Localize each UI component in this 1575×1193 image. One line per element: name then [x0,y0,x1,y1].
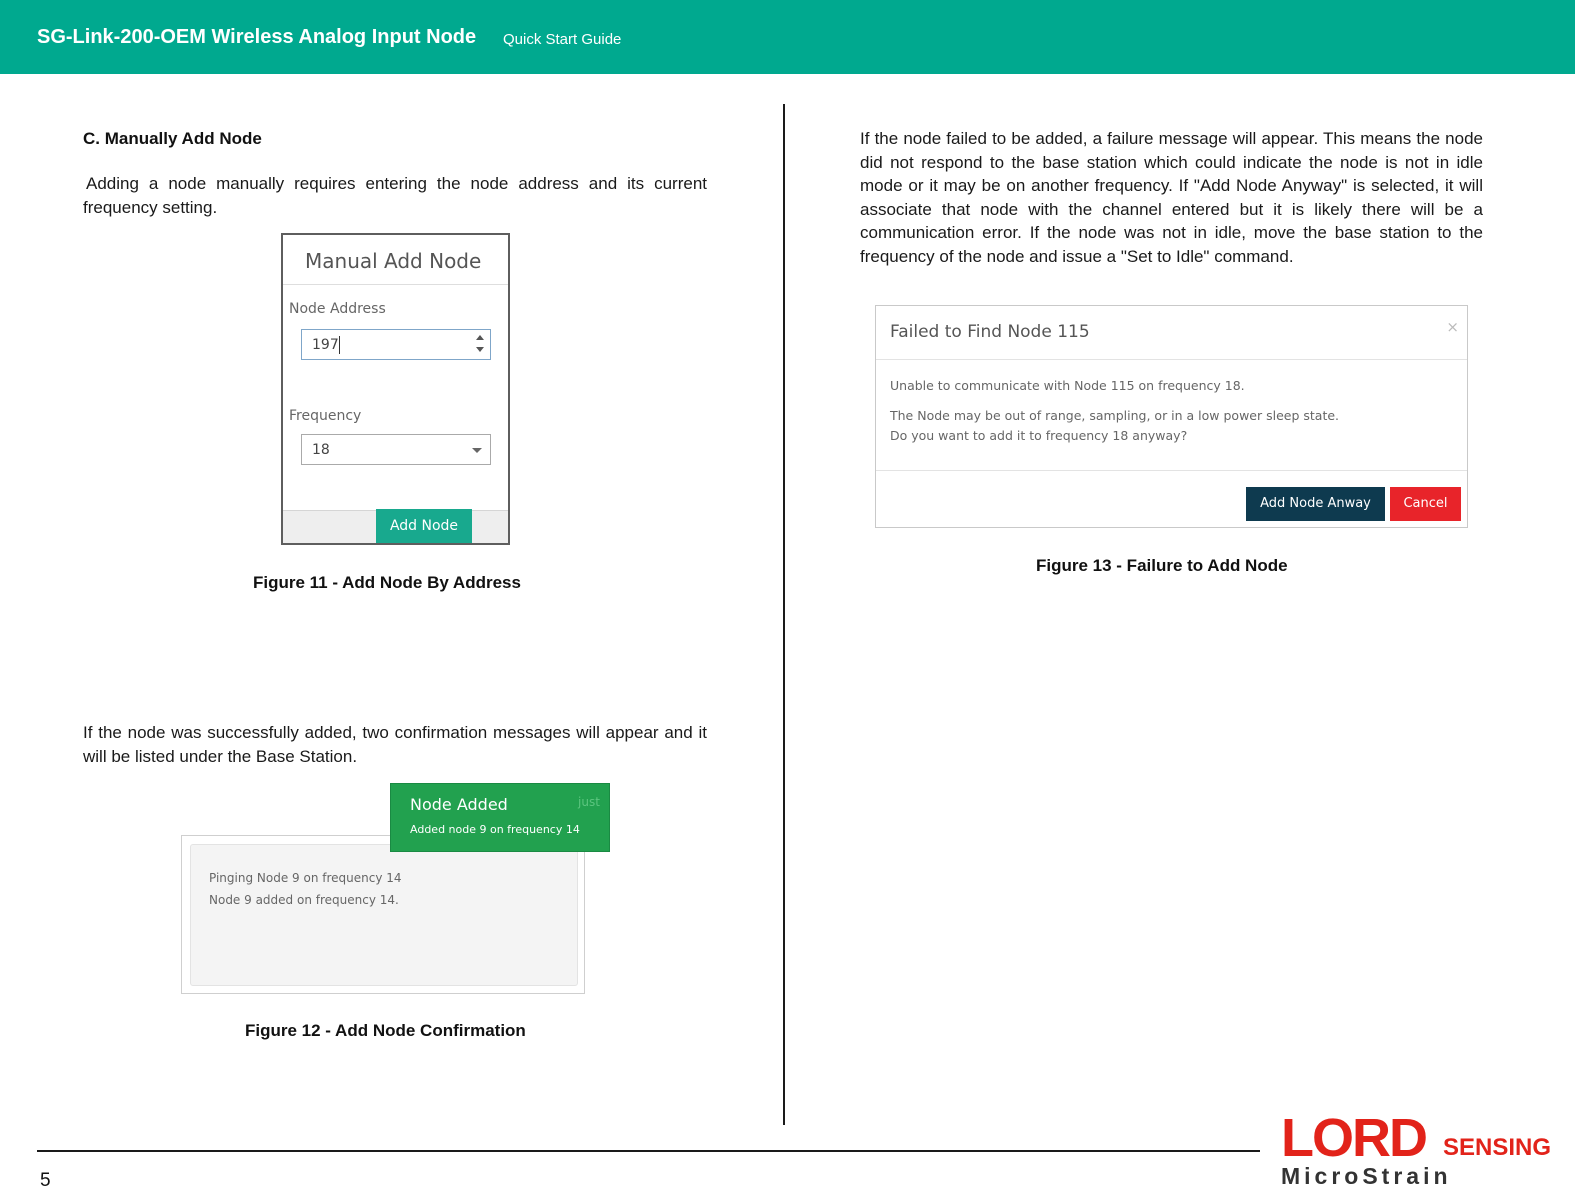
toast-timestamp: just [578,795,600,809]
activity-log-panel [181,835,585,994]
success-paragraph: If the node was successfully added, two confirmation messages will appear and it will be listed under the Base Station. [83,723,707,766]
failed-to-find-node-dialog [875,305,1468,528]
dialog-message: Unable to communicate with Node 115 on frequency 18. [890,378,1245,393]
section-heading: C. Manually Add Node [83,129,262,148]
page-number: 5 [40,1170,51,1191]
cancel-button[interactable]: Cancel [1390,487,1461,521]
log-line: Pinging Node 9 on frequency 14 [209,871,402,885]
manual-add-node-dialog [281,233,510,545]
logo-sensing: SENSING [1443,1134,1552,1161]
node-address-value: 197 [312,337,339,353]
frequency-value: 18 [312,442,330,458]
close-icon[interactable]: × [1446,318,1459,336]
document-subtitle: Quick Start Guide [503,31,622,48]
node-address-input[interactable] [301,329,491,360]
dialog-message: Do you want to add it to frequency 18 anyway? [890,428,1188,443]
dialog-title: Manual Add Node [305,249,482,273]
column-divider [783,104,785,1125]
dialog-divider [876,470,1467,471]
frequency-select[interactable] [301,434,491,465]
intro-paragraph: Adding a node manually requires entering the node address and its current frequency setting. [83,174,707,217]
logo-lord: LORD [1281,1108,1426,1168]
add-node-button[interactable]: Add Node [376,509,472,543]
node-added-toast[interactable] [390,783,610,852]
add-node-anyway-button[interactable]: Add Node Anway [1246,487,1385,521]
figure-11-caption: Figure 11 - Add Node By Address [253,573,521,592]
frequency-label: Frequency [289,408,362,424]
chevron-down-icon [472,448,482,453]
figure-12-caption: Figure 12 - Add Node Confirmation [245,1021,526,1040]
toast-title: Node Added [410,795,508,814]
lord-sensing-logo [1281,1108,1552,1190]
log-well [190,844,578,986]
number-spinner-icon[interactable] [473,333,487,356]
toast-message: Added node 9 on frequency 14 [410,823,580,836]
text-caret [339,336,340,354]
dialog-divider [283,284,508,285]
node-address-label: Node Address [289,301,386,317]
spinner-down-icon[interactable] [476,347,484,352]
figure-13-caption: Figure 13 - Failure to Add Node [1036,556,1288,575]
dialog-divider [876,359,1467,360]
log-line: Node 9 added on frequency 14. [209,893,399,907]
dialog-title: Failed to Find Node 115 [890,322,1090,342]
document-title: SG-Link-200-OEM Wireless Analog Input Node [37,26,477,48]
dialog-message: The Node may be out of range, sampling, or in a low power sleep state. [890,408,1340,423]
failure-paragraph: If the node failed to be added, a failure message will appear. This means the node did not respond to the base station which could indicate the node is not in idle mode or it may be on another frequency. If "Add Node Anyway" is selected, it will associate that node with the channel entered but it is likely there will be a communication error. If the node was not in idle, move the base station to the frequency of the node and issue a "Set to Idle" command. [860,129,1483,266]
page-header [0,0,1575,74]
logo-microstrain: MicroStrain [1281,1163,1452,1189]
footer-rule [37,1150,1260,1152]
spinner-up-icon[interactable] [476,335,484,340]
